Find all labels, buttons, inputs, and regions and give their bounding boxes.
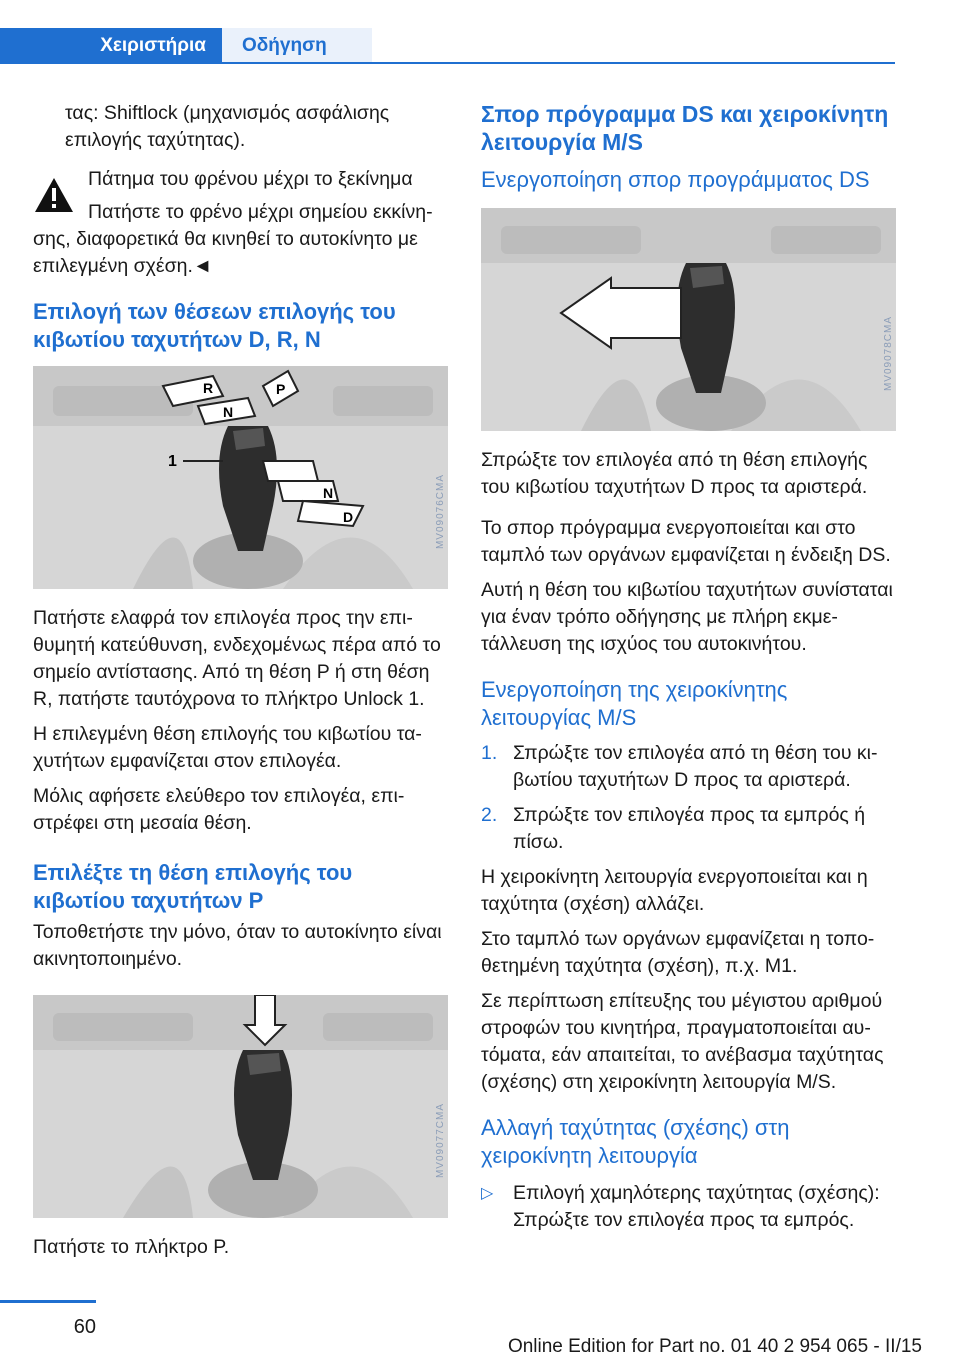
warning-block [33, 166, 448, 193]
step-number: 2. [481, 804, 498, 826]
list-item [481, 740, 896, 794]
heading-ds-ms: Σπορ πρόγραμμα DS και χειροκίνητη λειτουργία M/S [481, 101, 889, 155]
tab-driving[interactable]: Οδήγηση [222, 28, 372, 63]
heading-select-drn: Επιλογή των θέσεων επιλογής του κιβωτίου ταχυτήτων D, R, N [33, 299, 396, 352]
paragraph: Αυτή η θέση του κιβωτίου ταχυτήτων συνίσταται για έναν τρόπο οδήγησης με πλήρη εκμετάλλευση της ισχύος του αυτοκινήτου. [481, 579, 893, 655]
paragraph: Πατήστε το πλήκτρο P. [33, 1236, 230, 1258]
heading-activate-ms: Ενεργοποίηση της χειροκίνητης λειτουργίας M/S [481, 677, 788, 730]
selector-lever-image [33, 366, 448, 589]
figure-code: MV09078CMA [883, 315, 894, 391]
paragraph: Σε περίπτωση επίτευξης του μέγιστου αριθμού στροφών του κινητήρα, πραγματοποιείται αυτόματα, εάν απαιτείται, το ανέβασμα ταχύτητας (σχέσης) στη χειροκίνητη λειτουργία M/S. [481, 990, 884, 1093]
paragraph: Η χειροκίνητη λειτουργία ενεργοποιείται και η ταχύτητα (σχέση) αλλάζει. [481, 866, 868, 915]
heading-activate-ds: Ενεργοποίηση σπορ προγράμματος DS [481, 167, 870, 192]
selector-lever-p-image [33, 995, 448, 1218]
figure-selector-drn [33, 366, 448, 589]
warning-icon [33, 176, 75, 214]
figure-selector-ds [481, 208, 896, 431]
paragraph: Στο ταμπλό των οργάνων εμφανίζεται η τοποθετημένη ταχύτητα (σχέση), π.χ. M1. [481, 928, 875, 977]
page-number: 60 [73, 1316, 96, 1338]
tab-controls[interactable]: Χειριστήρια [0, 28, 222, 63]
step-text: Σπρώξτε τον επιλογέα προς τα εμπρός ή πίσω. [513, 804, 866, 853]
label-1: 1 [168, 453, 177, 470]
paragraph: Μόλις αφήσετε ελεύθερο τον επιλογέα, επιστρέφει στη μεσαία θέση. [33, 785, 405, 834]
step-text: Σπρώξτε τον επιλογέα από τη θέση του κιβωτίου ταχυτήτων D προς τα αριστερά. [513, 742, 878, 791]
step-number: 1. [481, 742, 498, 764]
paragraph: Η επιλεγμένη θέση επιλογής του κιβωτίου ταχυτήτων εμφανίζεται στον επιλογέα. [33, 723, 422, 772]
label-r: R [203, 380, 214, 396]
label-d: D [343, 509, 354, 525]
figure-code: MV09076CMA [435, 473, 446, 549]
left-column [33, 100, 448, 1261]
paragraph: Το σπορ πρόγραμμα ενεργοποιείται και στο ταμπλό των οργάνων εμφανίζεται η ένδειξη DS. [481, 517, 891, 566]
intro-text: τας: Shiftlock (μηχανισμός ασφάλισης επιλογής ταχύτητας). [65, 102, 390, 151]
figure-selector-p [33, 995, 448, 1218]
warning-body: Πατήστε το φρένο μέχρι σημείου εκκίνησης, διαφορετικά θα κινηθεί το αυτοκίνητο με επιλεγμένη σχέση.◄ [33, 201, 433, 277]
list-item [481, 802, 896, 856]
footer-rule [0, 1300, 96, 1303]
paragraph: Σπρώξτε τον επιλογέα από τη θέση επιλογής του κιβωτίου ταχυτήτων D προς τα αριστερά. [481, 449, 868, 498]
header-tabs [0, 28, 895, 63]
figure-code: MV09077CMA [435, 1102, 446, 1178]
heading-select-p: Επιλέξτε τη θέση επιλογής του κιβωτίου ταχυτήτων P [33, 860, 353, 913]
steps-list [481, 740, 896, 856]
label-p: P [276, 381, 286, 397]
list-item [481, 1180, 896, 1234]
triangle-bullet-icon: ▷ [481, 1185, 494, 1202]
header-rule [0, 62, 895, 64]
selector-lever-ds-image [481, 208, 896, 431]
right-column [481, 100, 896, 1234]
label-n-top: N [223, 404, 234, 420]
heading-manual-shift: Αλλαγή ταχύτητας (σχέσης) στη χειροκίνητη λειτουργία [481, 1115, 790, 1168]
label-n-bottom: N [323, 485, 334, 501]
warning-title: Πάτημα του φρένου μέχρι το ξεκίνημα [88, 168, 413, 190]
paragraph: Πατήστε ελαφρά τον επιλογέα προς την επιθυμητή κατεύθυνση, ενδεχομένως πέρα από το σημείο αντίστασης. Από τη θέση P ή στη θέση R, πατήστε ταυτόχρονα το πλήκτρο Unlock 1. [33, 607, 441, 710]
paragraph: Τοποθετήστε την μόνο, όταν το αυτοκίνητο είναι ακινητοποιημένο. [33, 921, 442, 970]
edition-text: Online Edition for Part no. 01 40 2 954 065 - II/15 [507, 1336, 922, 1357]
bullet-text: Επιλογή χαμηλότερης ταχύτητας (σχέσης): Σπρώξτε τον επιλογέα προς τα εμπρός. [513, 1182, 880, 1231]
